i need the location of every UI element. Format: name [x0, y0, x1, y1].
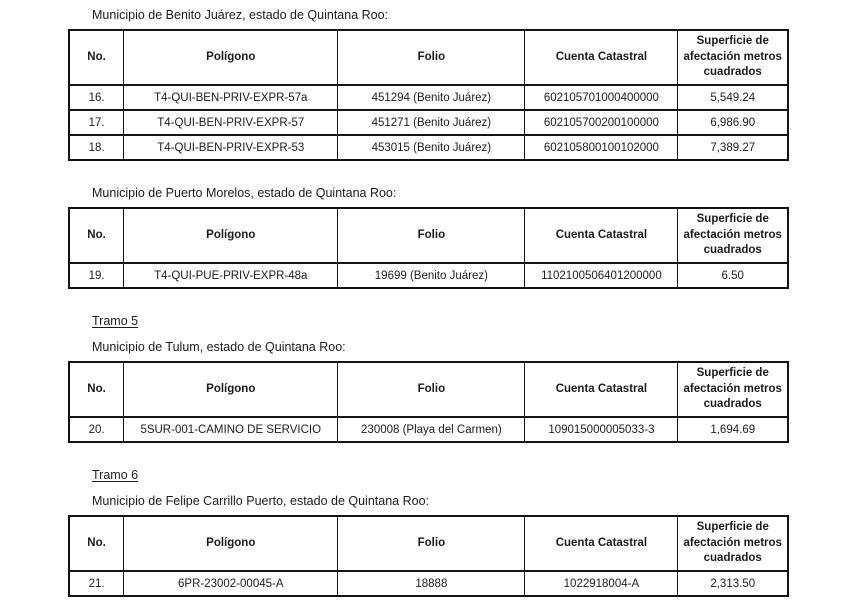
section-benito-juarez — [68, 8, 857, 161]
cell-cuenta-catastral: 1102100506401200000 — [525, 263, 678, 288]
cell-cuenta-catastral: 602105700200100000 — [525, 110, 678, 135]
cell-poligono: T4-QUI-PUE-PRIV-EXPR-48a — [124, 263, 338, 288]
cell-poligono: 5SUR-001-CAMINO DE SERVICIO — [124, 417, 338, 442]
cell-no: 19. — [69, 263, 124, 288]
table-row — [69, 417, 788, 442]
table-header-row — [69, 362, 788, 417]
cell-superficie: 6,986.90 — [678, 110, 788, 135]
table-row — [69, 110, 788, 135]
col-header-poligono: Polígono — [124, 516, 338, 571]
parcels-table-felipe-carrillo-puerto — [68, 515, 789, 597]
cell-superficie: 5,549.24 — [678, 85, 788, 110]
tramo-heading: Tramo 6 — [92, 468, 139, 482]
cell-cuenta-catastral: 109015000005033-3 — [525, 417, 678, 442]
cell-folio: 230008 (Playa del Carmen) — [338, 417, 525, 442]
cell-no: 18. — [69, 135, 124, 160]
section-tramo-6-felipe-carrillo-puerto — [68, 468, 857, 597]
table-header-row — [69, 208, 788, 263]
table-row — [69, 263, 788, 288]
tramo-heading: Tramo 5 — [92, 314, 139, 328]
col-header-cuenta-catastral: Cuenta Catastral — [525, 30, 678, 85]
cell-superficie: 1,694.69 — [678, 417, 788, 442]
table-header-row — [69, 516, 788, 571]
col-header-no: No. — [69, 362, 124, 417]
section-tramo-5-tulum — [68, 314, 857, 443]
cell-superficie: 2,313.50 — [678, 571, 788, 596]
col-header-folio: Folio — [338, 30, 525, 85]
col-header-cuenta-catastral: Cuenta Catastral — [525, 208, 678, 263]
parcels-table-tulum — [68, 361, 789, 443]
col-header-no: No. — [69, 208, 124, 263]
table-header-row — [69, 30, 788, 85]
cell-poligono: 6PR-23002-00045-A — [124, 571, 338, 596]
table-row — [69, 85, 788, 110]
parcels-table-puerto-morelos — [68, 207, 789, 289]
cell-folio: 453015 (Benito Juárez) — [338, 135, 525, 160]
cell-superficie: 7,389.27 — [678, 135, 788, 160]
cell-folio: 451271 (Benito Juárez) — [338, 110, 525, 135]
cell-folio: 18888 — [338, 571, 525, 596]
col-header-superficie: Superficie de afectación metros cuadrados — [678, 516, 788, 571]
table-row — [69, 135, 788, 160]
table-row — [69, 571, 788, 596]
cell-folio: 19699 (Benito Juárez) — [338, 263, 525, 288]
section-title: Municipio de Felipe Carrillo Puerto, estado de Quintana Roo: — [92, 494, 429, 508]
col-header-superficie: Superficie de afectación metros cuadrados — [678, 30, 788, 85]
cell-no: 17. — [69, 110, 124, 135]
cell-superficie: 6.50 — [678, 263, 788, 288]
col-header-no: No. — [69, 30, 124, 85]
col-header-poligono: Polígono — [124, 30, 338, 85]
cell-cuenta-catastral: 1022918004-A — [525, 571, 678, 596]
col-header-no: No. — [69, 516, 124, 571]
col-header-superficie: Superficie de afectación metros cuadrados — [678, 362, 788, 417]
col-header-poligono: Polígono — [124, 208, 338, 263]
cell-cuenta-catastral: 602105701000400000 — [525, 85, 678, 110]
cell-no: 16. — [69, 85, 124, 110]
col-header-poligono: Polígono — [124, 362, 338, 417]
col-header-cuenta-catastral: Cuenta Catastral — [525, 516, 678, 571]
col-header-superficie: Superficie de afectación metros cuadrados — [678, 208, 788, 263]
cell-folio: 451294 (Benito Juárez) — [338, 85, 525, 110]
section-puerto-morelos — [68, 186, 857, 289]
col-header-cuenta-catastral: Cuenta Catastral — [525, 362, 678, 417]
cell-poligono: T4-QUI-BEN-PRIV-EXPR-53 — [124, 135, 338, 160]
section-title: Municipio de Benito Juárez, estado de Quintana Roo: — [92, 8, 389, 22]
cell-no: 20. — [69, 417, 124, 442]
cell-cuenta-catastral: 602105800100102000 — [525, 135, 678, 160]
col-header-folio: Folio — [338, 208, 525, 263]
cell-no: 21. — [69, 571, 124, 596]
parcels-table-benito-juarez — [68, 29, 789, 161]
cell-poligono: T4-QUI-BEN-PRIV-EXPR-57 — [124, 110, 338, 135]
section-title: Municipio de Puerto Morelos, estado de Quintana Roo: — [92, 186, 397, 200]
col-header-folio: Folio — [338, 516, 525, 571]
section-title: Municipio de Tulum, estado de Quintana Roo: — [92, 340, 346, 354]
col-header-folio: Folio — [338, 362, 525, 417]
cell-poligono: T4-QUI-BEN-PRIV-EXPR-57a — [124, 85, 338, 110]
